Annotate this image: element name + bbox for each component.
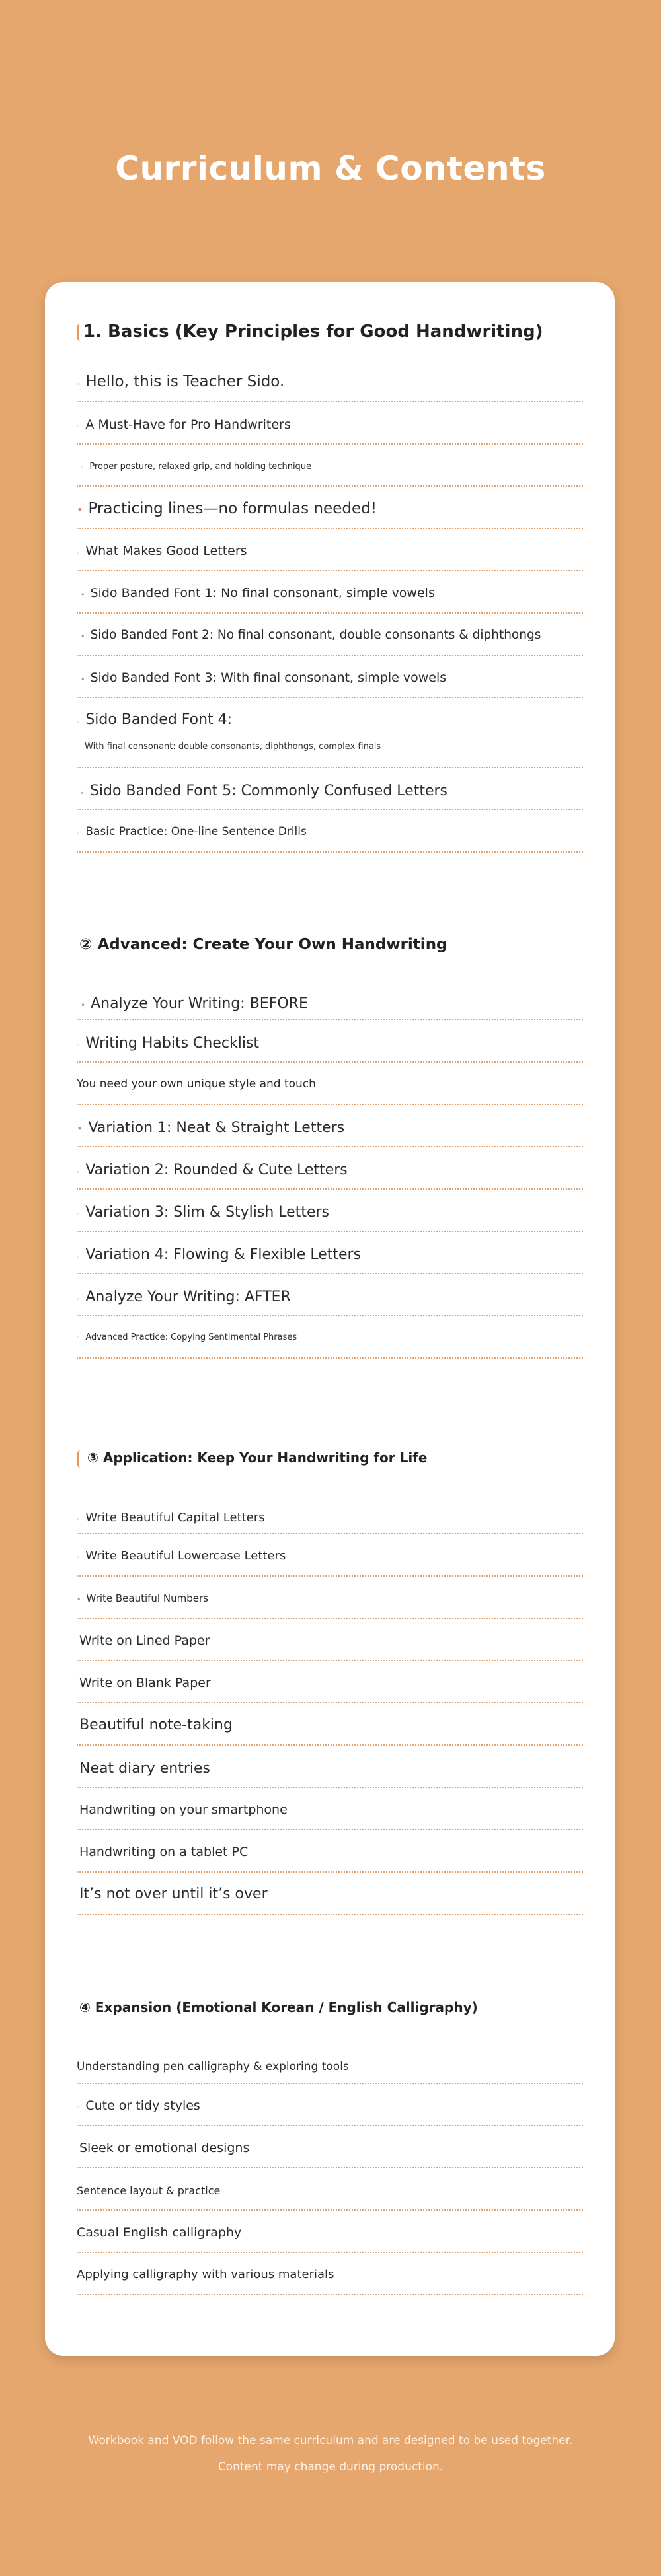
footer-line-2: Content may change during production.	[217, 2460, 444, 2474]
bullet-icon: •	[81, 632, 85, 641]
bullet-icon: •	[77, 1595, 81, 1604]
list-item[interactable]: • Sido Banded Font 2: No final consonant, double consonants & diphthongs	[77, 614, 583, 656]
list-item[interactable]: Sentence layout & practice	[77, 2168, 583, 2211]
section-marker-icon	[77, 1450, 81, 1468]
section-title: 1. Basics (Key Principles for Good Handwriting)	[77, 322, 543, 341]
list-item[interactable]: • Analyze Your Writing: BEFORE	[77, 982, 583, 1020]
list-item[interactable]: • Practicing lines—no formulas needed!	[77, 487, 583, 529]
bullet-icon: ◦	[77, 550, 81, 557]
list-item[interactable]: ◦ Write Beautiful Capital Letters	[77, 1496, 583, 1534]
bullet-icon: ◦	[77, 830, 81, 837]
bullet-icon: •	[81, 675, 85, 684]
bullet-icon: ◦	[77, 1335, 81, 1342]
list-item[interactable]: ◦ Variation 2: Rounded & Cute Letters	[77, 1147, 583, 1190]
bullet-icon: ◦	[77, 1297, 81, 1303]
list-item[interactable]: Neat diary entries	[77, 1746, 583, 1788]
list-item[interactable]: ◦ Write Beautiful Lowercase Letters	[77, 1534, 583, 1577]
footer-note	[0, 2427, 661, 2480]
section-title: ③ Application: Keep Your Handwriting for Life	[77, 1450, 427, 1468]
list-item[interactable]: • Sido Banded Font 3: With final consonant, simple vowels	[77, 656, 583, 698]
bullet-icon: ◦	[77, 1517, 81, 1523]
list-item[interactable]: ◦ Advanced Practice: Copying Sentimental Phrases	[77, 1316, 583, 1359]
list-item[interactable]: ◦ Basic Practice: One-line Sentence Drills	[77, 810, 583, 853]
curriculum-card	[45, 282, 615, 2356]
list-item[interactable]: ◦ Variation 3: Slim & Stylish Letters	[77, 1190, 583, 1232]
list-item[interactable]: ◦ What Makes Good Letters	[77, 529, 583, 571]
bullet-icon: •	[77, 503, 83, 516]
list-item[interactable]: Handwriting on a tablet PC	[77, 1830, 583, 1873]
list-item[interactable]: You need your own unique style and touch	[77, 1063, 583, 1105]
list-item[interactable]: ◦ Proper posture, relaxed grip, and holding technique	[77, 445, 583, 487]
list-item[interactable]: ‣ Sido Banded Font 5: Commonly Confused Letters	[77, 768, 583, 810]
list-item[interactable]: Handwriting on your smartphone	[77, 1788, 583, 1830]
list-item[interactable]: ◦ Cute or tidy styles	[77, 2084, 583, 2126]
bullet-icon: ◦	[77, 1043, 81, 1050]
list-item[interactable]: It’s not over until it’s over	[77, 1873, 583, 1915]
bullet-icon: ◦	[77, 719, 81, 726]
bullet-icon: ◦	[77, 1254, 81, 1261]
list-item[interactable]: Understanding pen calligraphy & exploring tools	[77, 2046, 583, 2084]
list-item[interactable]: Write on Blank Paper	[77, 1661, 583, 1703]
bullet-icon: ◦	[77, 1212, 81, 1219]
bullet-icon: •	[81, 1001, 86, 1010]
section-marker-icon	[77, 324, 81, 341]
bullet-icon: •	[81, 590, 85, 599]
list-item[interactable]: ◦ Sido Banded Font 4: With final consonant: double consonants, diphthongs, complex finals	[77, 698, 583, 768]
bullet-icon: ◦	[77, 1170, 81, 1176]
page-title: Curriculum & Contents	[115, 149, 546, 188]
section-title: ④ Expansion (Emotional Korean / English Calligraphy)	[79, 1999, 478, 2015]
bullet-icon: ◦	[81, 464, 85, 471]
list-item[interactable]: ◦ Variation 4: Flowing & Flexible Letters	[77, 1232, 583, 1274]
list-item[interactable]: • Sido Banded Font 1: No final consonant, simple vowels	[77, 571, 583, 614]
item-subtitle: With final consonant: double consonants, diphthongs, complex finals	[85, 742, 381, 752]
list-item[interactable]: Applying calligraphy with various materials	[77, 2253, 583, 2295]
bullet-icon: ‣	[81, 790, 85, 797]
bullet-icon: ◦	[77, 424, 81, 431]
list-item[interactable]: • Write Beautiful Numbers	[77, 1577, 583, 1619]
list-item[interactable]: Sleek or emotional designs	[77, 2126, 583, 2168]
bullet-icon: ◦	[77, 382, 81, 388]
list-item[interactable]: ◦ Writing Habits Checklist	[77, 1020, 583, 1063]
list-item[interactable]: Casual English calligraphy	[77, 2211, 583, 2253]
list-item[interactable]: ◦ Analyze Your Writing: AFTER	[77, 1274, 583, 1316]
bullet-icon: ◦	[77, 2105, 81, 2112]
list-item[interactable]: ◦ Hello, this is Teacher Sido.	[77, 369, 583, 402]
footer-line-1: Workbook and VOD follow the same curriculum and are designed to be used together.	[88, 2434, 573, 2447]
section-title: ② Advanced: Create Your Own Handwriting	[79, 936, 447, 953]
list-item[interactable]: Write on Lined Paper	[77, 1619, 583, 1661]
bullet-icon: ◦	[77, 1555, 81, 1561]
list-item[interactable]: Beautiful note-taking	[77, 1703, 583, 1746]
bullet-icon: •	[77, 1122, 83, 1135]
list-item[interactable]: • Variation 1: Neat & Straight Letters	[77, 1105, 583, 1147]
list-item[interactable]: ◦ A Must-Have for Pro Handwriters	[77, 402, 583, 445]
